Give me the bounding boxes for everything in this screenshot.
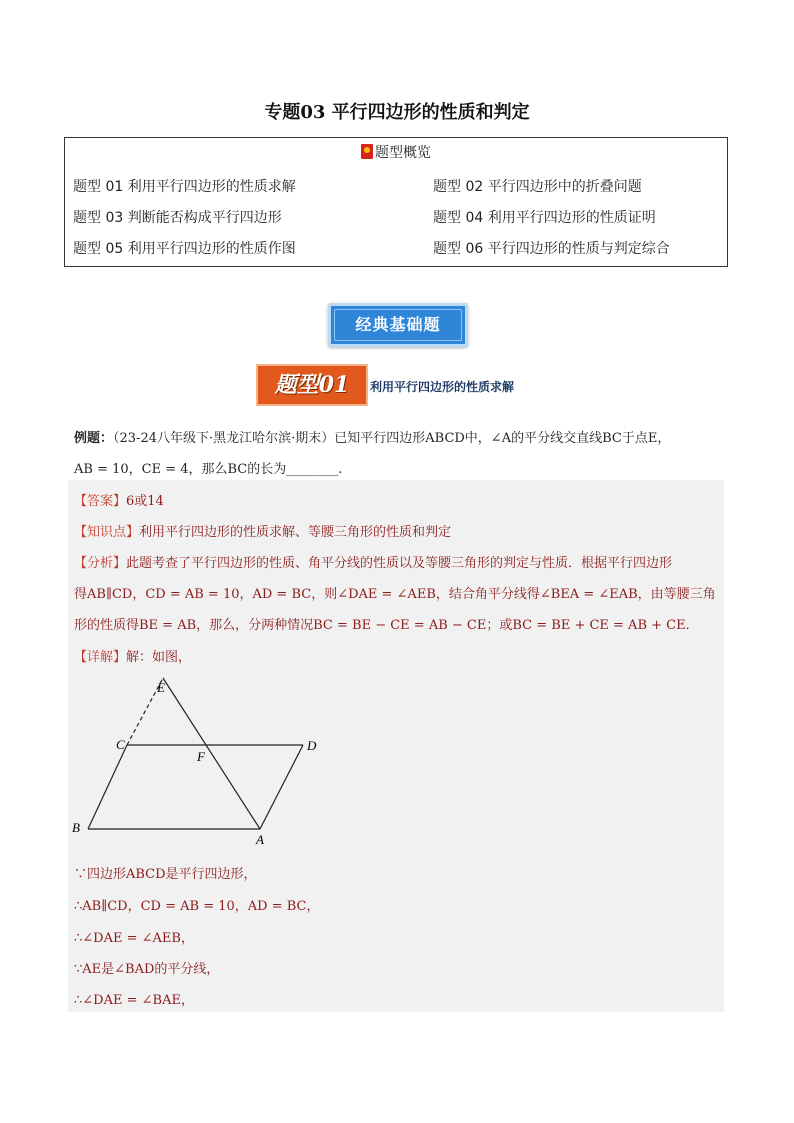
label-d: D (307, 738, 317, 753)
label-a: A (256, 832, 264, 847)
segment-bc (88, 745, 127, 829)
overview-item: 题型 02 平行四边形中的折叠问题 (433, 179, 642, 195)
step-line: ∵AE是∠BAD的平分线， (74, 962, 220, 977)
question-type-badge: 题型01 (256, 364, 368, 406)
overview-item: 题型 05 利用平行四边形的性质作图 (73, 241, 296, 257)
label-e: E (157, 680, 165, 695)
example-line-2: AB = 10，CE = 4，那么BC的长为________. (74, 462, 343, 477)
analysis-line-2: 得AB∥CD，CD = AB = 10，AD = BC，则∠DAE = ∠AEB，结合角平分线得∠BEA = ∠EAB，由等腰三角 (74, 587, 716, 602)
overview-item: 题型 01 利用平行四边形的性质求解 (73, 179, 296, 195)
label-f: F (197, 749, 205, 764)
analysis-line-1: 【分析】此题考查了平行四边形的性质、角平分线的性质以及等腰三角形的判定与性质．根据平行四边形 (74, 556, 673, 571)
question-type-title: 利用平行四边形的性质求解 (370, 380, 515, 394)
step-line: ∵四边形ABCD是平行四边形， (74, 867, 257, 882)
book-icon (361, 144, 373, 159)
analysis-line-3: 形的性质得BE = AB，那么，分两种情况BC = BE − CE = AB − CE；或BC = BE + CE = AB + CE． (74, 618, 699, 633)
answer-line: 【答案】6或14 (74, 494, 164, 509)
overview-item: 题型 06 平行四边形的性质与判定综合 (433, 241, 670, 257)
overview-item: 题型 04 利用平行四边形的性质证明 (433, 210, 656, 226)
parallelogram-diagram (68, 672, 338, 852)
step-line: ∴∠DAE = ∠BAE， (74, 993, 194, 1008)
page-title: 专题03 平行四边形的性质和判定 (264, 102, 530, 123)
overview-box (64, 137, 728, 267)
example-line-1: 例题：（23-24八年级下·黑龙江哈尔滨·期末）已知平行四边形ABCD中，∠A的平分线交直线BC于点E， (74, 431, 671, 446)
section-banner (328, 303, 468, 347)
detail-line: 【详解】解：如图， (74, 650, 192, 665)
step-line: ∴AB∥CD，CD = AB = 10，AD = BC， (74, 899, 320, 914)
label-c: C (116, 737, 125, 752)
overview-heading: 题型概览 (65, 142, 727, 162)
section-banner-label: 经典基础题 (334, 309, 462, 341)
overview-item: 题型 03 判断能否构成平行四边形 (73, 210, 282, 226)
segment-ae (163, 678, 260, 829)
segment-ad (260, 745, 303, 829)
step-line: ∴∠DAE = ∠AEB， (74, 931, 194, 946)
knowledge-line: 【知识点】利用平行四边形的性质求解、等腰三角形的性质和判定 (74, 525, 452, 540)
label-b: B (72, 820, 80, 835)
